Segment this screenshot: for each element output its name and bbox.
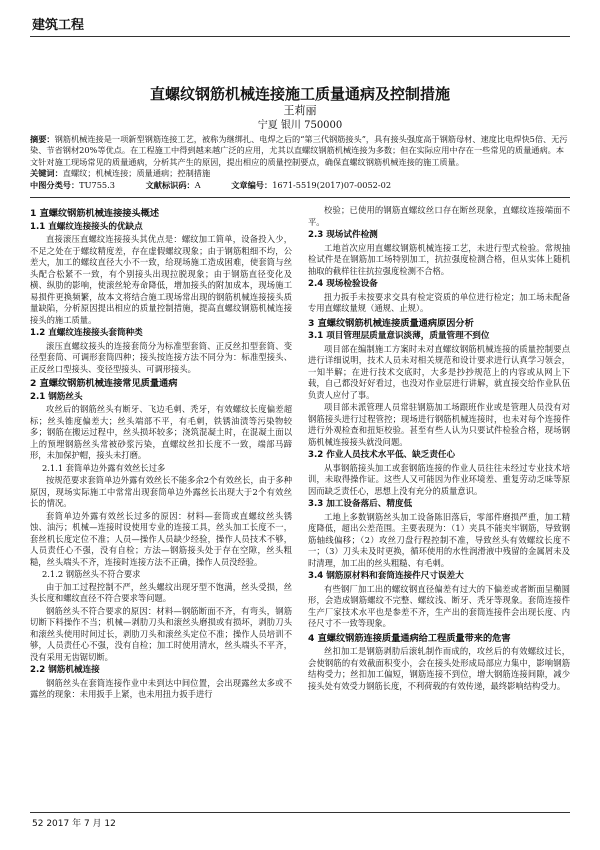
- journal-header: 建筑工程: [32, 18, 85, 33]
- paragraph: 钢筋丝头不符合要求的原因：材料—钢筋断面不齐，有弯头，钢筋切断下料操作不当；机械—剥肋刀头和滚丝头磨损或有损坏，剥肋刀头和滚丝头使用时间过长，剥肋刀头和滚丝头定位不准；操作人员培训不够，人员责任心不强，没有自检；加工时使用清水，丝头端头不平齐，没有采用无齿锯切断。: [30, 605, 292, 662]
- subsection-heading: 3.1 项目管理层质量意识淡薄，质量管理不到位: [308, 331, 490, 341]
- article-id-value: 1671-5519(2017)07-0052-02: [272, 180, 392, 190]
- subsubsection-heading: 2.1.2 钢筋丝头不符合要求: [42, 569, 141, 579]
- subsection-heading: 1.1 直螺纹连接接头的优缺点: [30, 221, 143, 232]
- paragraph: 从事钢筋接头加工或套钢筋连接的作业人员往往未经过专业技术培训，未取得操作证。这些人又可能因为作业环境差、重复劳动乏味等原因而缺乏责任心，思想上没有充分的质量意识。: [308, 462, 570, 496]
- section-heading: 2 直螺纹钢筋机械连接常见质量通病: [30, 378, 178, 389]
- left-column: [30, 205, 292, 702]
- subsection-heading: 3.3 加工设备落后、精度低: [308, 499, 413, 509]
- header-rule: [30, 36, 570, 37]
- doc-code-value: A: [194, 180, 201, 190]
- paragraph: 有些钢厂加工出的螺纹钢直径偏差有过大的下偏差或者断面呈椭圆形，会造成钢筋螺纹不完整、螺纹浅、断牙、秃牙等现象。套筒连接件生产厂家技术水平也是参差不齐，生产出的套筒连接件会出现长度、内径尺寸不一致等现象。: [308, 583, 570, 628]
- footer-rule: [30, 812, 570, 813]
- abstract-text: 钢筋机械连接是一项新型钢筋连接工艺，被称为继绑扎、电焊之后的“第三代钢筋接头”，具有接头强度高于钢筋母材、速度比电焊快5倍、无污染、节省钢材20%等优点。在工程施工中得到越来越广泛的应用，尤其以直螺纹钢筋机械连接为多数；但在实际应用中存在一些常见的质量通病。本文针对施工现场常见的质量通病，分析其产生的原因，提出相应的质量控制要点，确保直螺纹钢筋机械连接的施工质量。: [30, 134, 568, 167]
- section-heading: 4 直螺纹钢筋连接质量通病给工程质量带来的危害: [308, 632, 511, 644]
- article-id-label: 文章编号：: [231, 180, 273, 190]
- doc-code-label: 文献标识码：: [145, 180, 195, 190]
- subsubsection-heading: 2.1.1 套筒单边外露有效丝长过多: [42, 462, 166, 473]
- section-heading: 3 直螺纹钢筋机械连接质量通病原因分析: [308, 317, 474, 329]
- paragraph: 滚压直螺纹接头的连接套筒分为标准型套筒、正反丝扣型套筒、变径型套筒、可调形套筒四种；接头按连接方法不同分为：标准型接头、正反丝口型接头、变径型接头、可调形接头。: [30, 340, 292, 374]
- section-heading: 1 直螺纹钢筋机械连接接头概述: [30, 208, 160, 219]
- paragraph: 项目部在编制施工方案时未对直螺纹钢筋机械连接的质量控制要点进行详细说明，技术人员未对相关规范和设计要求进行认真学习领会，一知半解；在进行技术交底时，大多是抄抄规范上的内容或从网上下载，自己都没好好看过，也没对作业层进行讲解，就直接交给作业队伍负责人应付了事。: [308, 343, 570, 400]
- article-affiliation: 宁夏 银川 750000: [257, 120, 343, 131]
- paragraph: 套筒单边外露有效丝长过多的原因：材料—套筒或直螺纹丝头锈蚀、油污；机械—连接时设使用专业的连接工具，丝头加工长度不一，套丝机长度定位不准；人员—操作人员缺少经验，操作人员技术不够，人员责任心不强，没有自检；方法—钢筋接头处于存在空隙，丝头粗糙，丝头端头不齐，连接时连接方法不正确，操作人员没经验。: [30, 510, 292, 567]
- paragraph: 项目部未派管理人员常驻钢筋加工场跟班作业或是管理人员没有对钢筋接头进行过程管控；现场进行钢筋机械连接时，也未对每个连接件进行外观检查和扭矩校验。甚至有些人认为只要试件检验合格，现场钢筋机械连接接头就没问题。: [308, 402, 570, 447]
- subsection-heading: 3.4 钢筋原材料和套筒连接件尺寸误差大: [308, 571, 464, 581]
- paragraph: 按规范要求套筒单边外露有效丝长不能多余2个有效丝长，由于多种原因，现场实际施工中常常出现套筒单边外露丝长出现大于2个有效丝长的情况。: [30, 475, 292, 508]
- abstract-label: 摘要：: [30, 134, 55, 144]
- paragraph: 直接滚压直螺纹连接接头其优点是：螺纹加工简单，设备投入少，不足之处在于螺纹精度差，存在虚假螺纹现象；由于钢筋粗细不均，公差大，加工的螺纹直径大小不一致，给现场施工造成困难，使套筒与丝头配合松紧不一致，有个别接头出现拉脱现象；由于钢筋直径变化及横、纵肋的影响，使滚丝轮寿命降低，增加接头的附加成本，现场施工易损件更换频繁，故本文将结合施工现场常出现的钢筋机械连接接头质量缺陷，分析原因提出相应的质量控制措施，提高直螺纹钢筋机械连接接头的施工质量。: [30, 234, 292, 325]
- paragraph: 校验；已使用的钢筋直螺纹丝口存在断丝现象，直螺纹连接端面不平。: [308, 205, 570, 227]
- paragraph: 扭力扳手未按要求交具有检定资质的单位进行检定；加工场未配备专用直螺纹量规（通规、止规）。: [308, 291, 570, 313]
- article-author: 王莉丽: [283, 104, 317, 117]
- keywords-text: 直螺纹；机械连接；质量通病；控制措施: [62, 167, 211, 178]
- subsection-heading: 2.2 钢筋机械连接: [30, 665, 100, 675]
- clc-value: TU755.3: [79, 180, 115, 190]
- paragraph: 工地上多数钢筋丝头加工设备陈旧落后，零部件磨损严重，加工精度降低，超出公差范围。主要表现为：（1）夹具不能夹牢钢筋，导致钢筋轴线偏移；（2）攻丝刀盘行程控制不准，导致丝头有效螺纹长度不一；（3）刀头未及时更换，循环使用的水性润滑液中残留的金属屑未及时清理，加工出的丝头粗糙、有毛刺。: [308, 511, 570, 568]
- article-title: 直螺纹钢筋机械连接施工质量通病及控制措施: [149, 85, 450, 103]
- paragraph: 钢筋丝头在套筒连接作业中未到达中间位置，会出现露丝太多或不露丝的现象：未用扳手上紧，也未用扭力扳手进行: [30, 677, 292, 699]
- right-column: [308, 205, 570, 693]
- subsection-heading: 1.2 直螺纹连接接头套筒种类: [30, 328, 143, 338]
- keywords-label: 关键词：: [30, 167, 63, 178]
- subsection-heading: 2.1 钢筋丝头: [30, 391, 83, 402]
- abstract-block: [30, 134, 570, 179]
- paragraph: 工地首次应用直螺纹钢筋机械连接工艺，未进行型式检验。常规抽检试件是在钢筋加工场特别加工，抗拉强度检测合格，但从实体上随机抽取的截样往往抗拉强度检测不合格。: [308, 242, 570, 276]
- paragraph: 丝扣加工是钢筋剥肋后滚轧制作而成的，攻丝后的有效螺纹过长，会使钢筋的有效截面积变小，会在接头处形成局部应力集中，影响钢筋结构受力；丝扣加工偏短，钢筋连接不到位，增大钢筋连接间隙，减少接头处有效受力钢筋长度，不利荷载的有效传递，最终影响结构受力。: [308, 646, 570, 691]
- paragraph: 由于加工过程控制不严，丝头螺纹出现牙型不饱满，丝头受损，丝头长度和螺纹直径不符合要求等问题。: [30, 581, 292, 603]
- clc-label: 中图分类号：: [30, 180, 80, 190]
- subsection-heading: 2.3 现场试件检测: [308, 230, 378, 240]
- abstract-rule: [30, 197, 570, 198]
- page-footer: 52 2017 年 7 月 12: [32, 819, 116, 829]
- classification-line: [30, 180, 570, 191]
- subsection-heading: 2.4 现场检验设备: [308, 279, 378, 289]
- subsection-heading: 3.2 作业人员技术水平低、缺乏责任心: [308, 450, 456, 460]
- paragraph: 攻丝后的钢筋丝头有断牙、飞边毛刺、秃牙，有效螺纹长度偏差超标；丝头锥度偏差大；丝头端部不平，有毛刺，铁锈油渍等污染物较多；钢筋在搬运过程中，丝头损坏较多；浇筑混凝土时，在混凝土面以上的预埋钢筋丝头常被砂浆污染，直螺纹丝扣长度不一致，端部马蹄形，未加保护帽，接头未打磨。: [30, 404, 292, 460]
